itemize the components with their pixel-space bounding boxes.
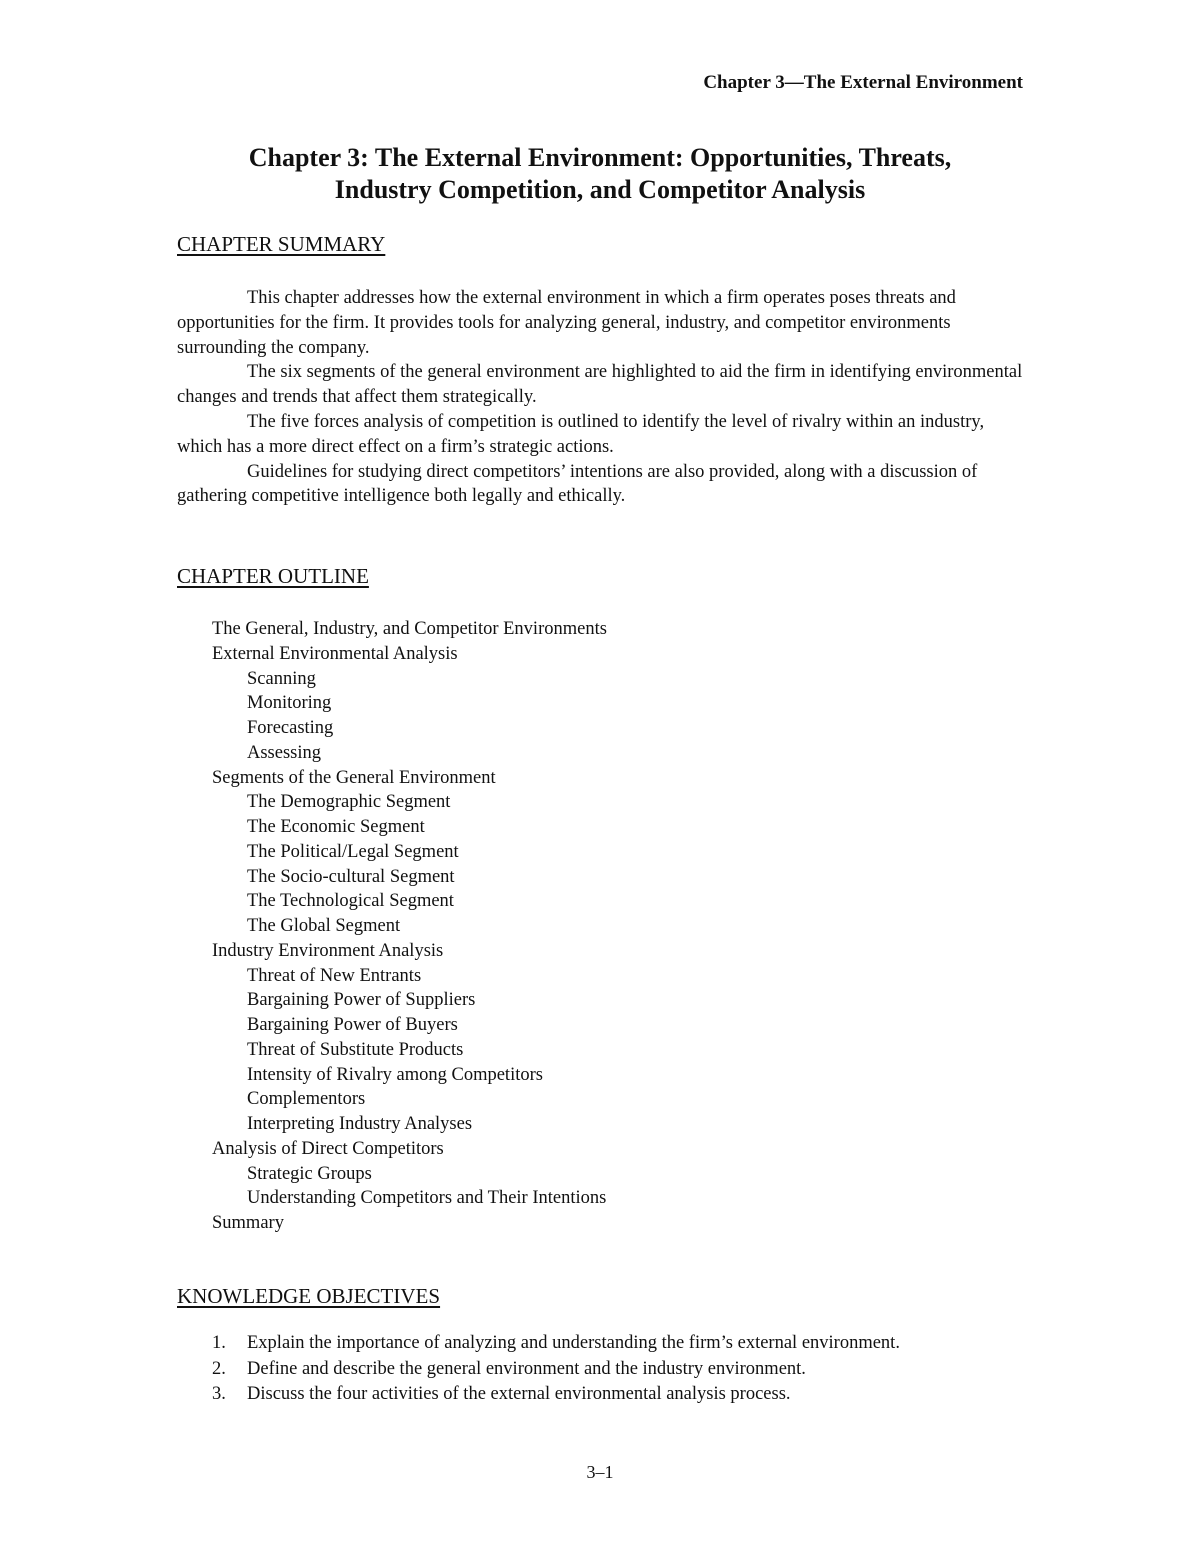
summary-paragraph: This chapter addresses how the external environment in which a firm operates poses threats and opportunities for the firm. It provides tools for analyzing general, industry, and competitor environments surrounding the company.	[177, 288, 956, 358]
outline-item: Analysis of Direct Competitors	[212, 1138, 444, 1159]
outline-subitem: The Socio-cultural Segment	[247, 866, 455, 887]
summary-paragraph: The six segments of the general environment are highlighted to aid the firm in identifying environmental changes and trends that affect them strategically.	[177, 362, 1023, 408]
outline-subitem: Assessing	[247, 742, 322, 763]
knowledge-objectives-list	[212, 1331, 900, 1408]
objective-item	[212, 1357, 900, 1383]
outline-subitem: Forecasting	[247, 718, 334, 738]
objective-text: Define and describe the general environment and the industry environment.	[247, 1358, 806, 1379]
objective-number: 3.	[212, 1384, 226, 1404]
outline-item: The General, Industry, and Competitor Environments	[212, 619, 607, 639]
chapter-summary	[177, 286, 1027, 509]
objective-text: Discuss the four activities of the external environmental analysis process.	[247, 1384, 791, 1404]
objective-number: 2.	[212, 1358, 226, 1379]
objective-item	[212, 1382, 900, 1408]
outline-subitem: Intensity of Rivalry among Competitors	[247, 1064, 543, 1085]
chapter-summary-heading: CHAPTER SUMMARY	[177, 232, 386, 256]
outline-subitem: Interpreting Industry Analyses	[247, 1114, 473, 1134]
outline-subitem: The Demographic Segment	[247, 792, 451, 813]
outline-subitem: The Technological Segment	[247, 891, 454, 912]
outline-subitem: The Political/Legal Segment	[247, 841, 459, 862]
chapter-title-line-2: Industry Competition, and Competitor Analysis	[334, 175, 866, 204]
chapter-title	[170, 142, 1030, 206]
summary-paragraph: The five forces analysis of competition is outlined to identify the level of rivalry within an industry, which has a more direct effect on a firm’s strategic actions.	[177, 411, 985, 457]
summary-paragraph: Guidelines for studying direct competitors’ intentions are also provided, along with a discussion of gathering competitive intelligence both legally and ethically.	[177, 461, 978, 507]
outline-subitem: Complementors	[247, 1089, 366, 1110]
chapter-outline-list	[212, 617, 607, 1236]
outline-item: Segments of the General Environment	[212, 767, 496, 788]
objective-item	[212, 1331, 900, 1357]
outline-subitem: Threat of New Entrants	[247, 965, 422, 986]
chapter-title-line-1: Chapter 3: The External Environment: Opportunities, Threats,	[248, 143, 952, 172]
outline-subitem: Strategic Groups	[247, 1163, 372, 1184]
objective-number: 1.	[212, 1333, 226, 1353]
outline-subitem: Threat of Substitute Products	[247, 1039, 464, 1060]
running-header: Chapter 3—The External Environment	[703, 72, 1023, 93]
outline-subitem: Bargaining Power of Suppliers	[247, 990, 476, 1011]
outline-item: Industry Environment Analysis	[212, 940, 444, 961]
objective-text: Explain the importance of analyzing and understanding the firm’s external environment.	[247, 1333, 900, 1353]
outline-subitem: Monitoring	[247, 693, 332, 714]
knowledge-objectives-heading: KNOWLEDGE OBJECTIVES	[177, 1284, 441, 1308]
chapter-outline-heading: CHAPTER OUTLINE	[177, 564, 369, 588]
outline-subitem: Bargaining Power of Buyers	[247, 1015, 458, 1035]
page-number: 3–1	[586, 1462, 614, 1482]
outline-subitem: Understanding Competitors and Their Intentions	[247, 1188, 607, 1209]
outline-subitem: Scanning	[247, 668, 316, 689]
outline-item: Summary	[212, 1213, 284, 1233]
outline-subitem: The Global Segment	[247, 916, 401, 936]
outline-item: External Environmental Analysis	[212, 643, 458, 664]
outline-subitem: The Economic Segment	[247, 817, 425, 837]
